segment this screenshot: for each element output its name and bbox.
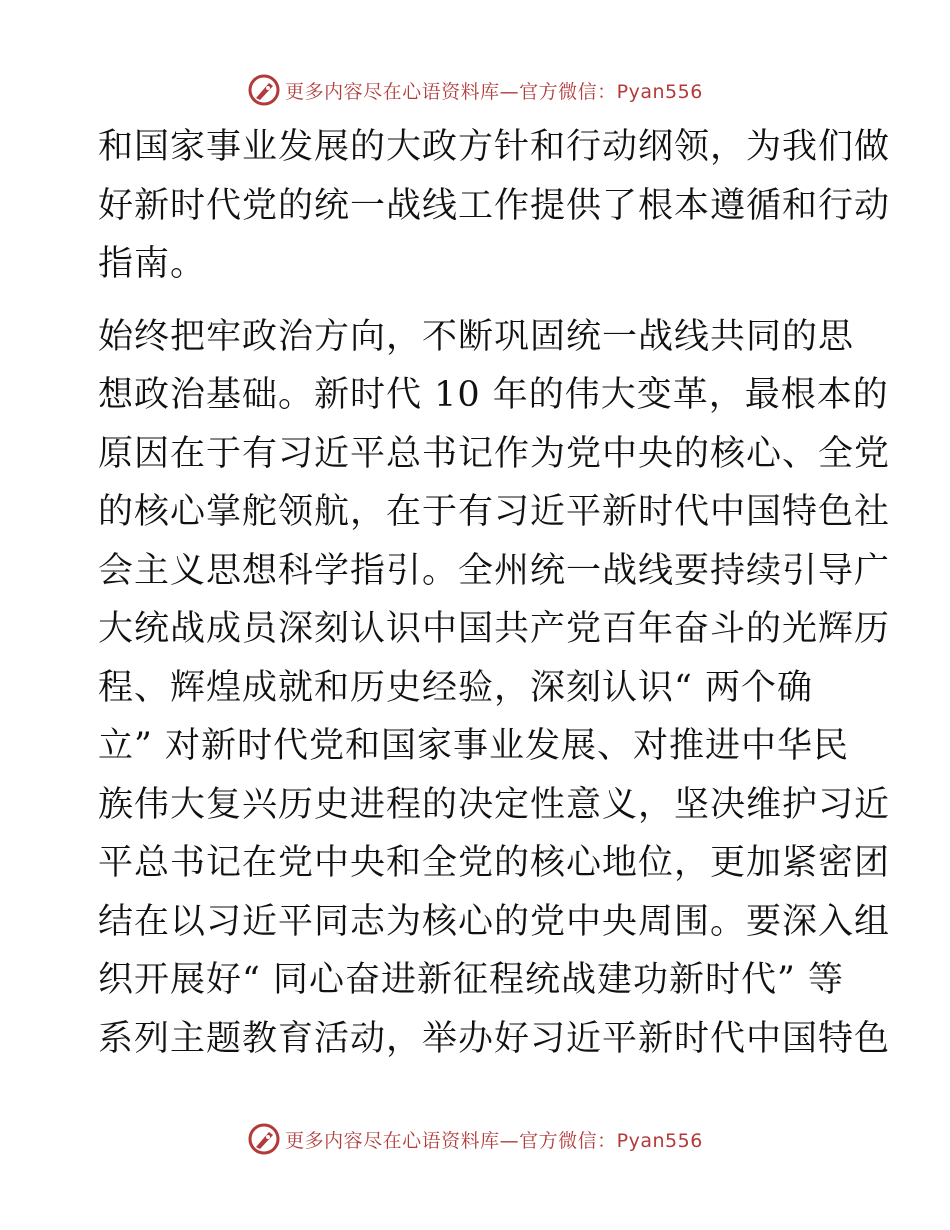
text-line: 织开展好“ 同心奋进新征程统战建功新时代” 等 bbox=[98, 960, 845, 1000]
text-line: 的核心掌舵领航，在于有习近平新时代中国特色社 bbox=[98, 492, 891, 532]
text-line: 平总书记在党中央和全党的核心地位，更加紧密团 bbox=[98, 843, 891, 883]
text-line: 程、辉煌成就和历史经验，深刻认识“ 两个确 bbox=[98, 667, 814, 708]
header-banner bbox=[0, 70, 950, 110]
text-line: 立” 对新时代党和国家事业发展、对推进中华民 bbox=[98, 726, 850, 766]
pen-nib-logo-icon bbox=[247, 73, 281, 107]
text-line: 会主义思想科学指引。全州统一战线要持续引导广 bbox=[98, 550, 891, 591]
paragraph-1 bbox=[98, 118, 891, 294]
footer-banner-text: 更多内容尽在心语资料库—官方微信：Pyan556 bbox=[285, 1129, 703, 1152]
text-line: 族伟大复兴历史进程的决定性意义，坚决维护习近 bbox=[98, 784, 891, 825]
text-line: 想政治基础。新时代 10 年的伟大变革，最根本的 bbox=[98, 375, 889, 415]
pen-nib-logo-icon bbox=[247, 1122, 281, 1156]
text-line: 系列主题教育活动，举办好习近平新时代中国特色 bbox=[98, 1018, 891, 1059]
paragraph-2 bbox=[98, 308, 891, 1069]
document-body bbox=[98, 118, 891, 1068]
header-banner-text: 更多内容尽在心语资料库—官方微信：Pyan556 bbox=[285, 80, 703, 103]
text-line: 好新时代党的统一战线工作提供了根本遵循和行动 bbox=[98, 185, 891, 226]
text-line: 大统战成员深刻认识中国共产党百年奋斗的光辉历 bbox=[98, 609, 891, 649]
text-line: 原因在于有习近平总书记作为党中央的核心、全党 bbox=[98, 433, 891, 474]
text-line: 指南。 bbox=[98, 244, 207, 284]
text-line: 和国家事业发展的大政方针和行动纲领，为我们做 bbox=[98, 127, 891, 167]
footer-banner bbox=[0, 1119, 950, 1159]
text-line: 结在以习近平同志为核心的党中央周围。要深入组 bbox=[98, 901, 891, 942]
text-line: 始终把牢政治方向，不断巩固统一战线共同的思 bbox=[98, 316, 855, 357]
